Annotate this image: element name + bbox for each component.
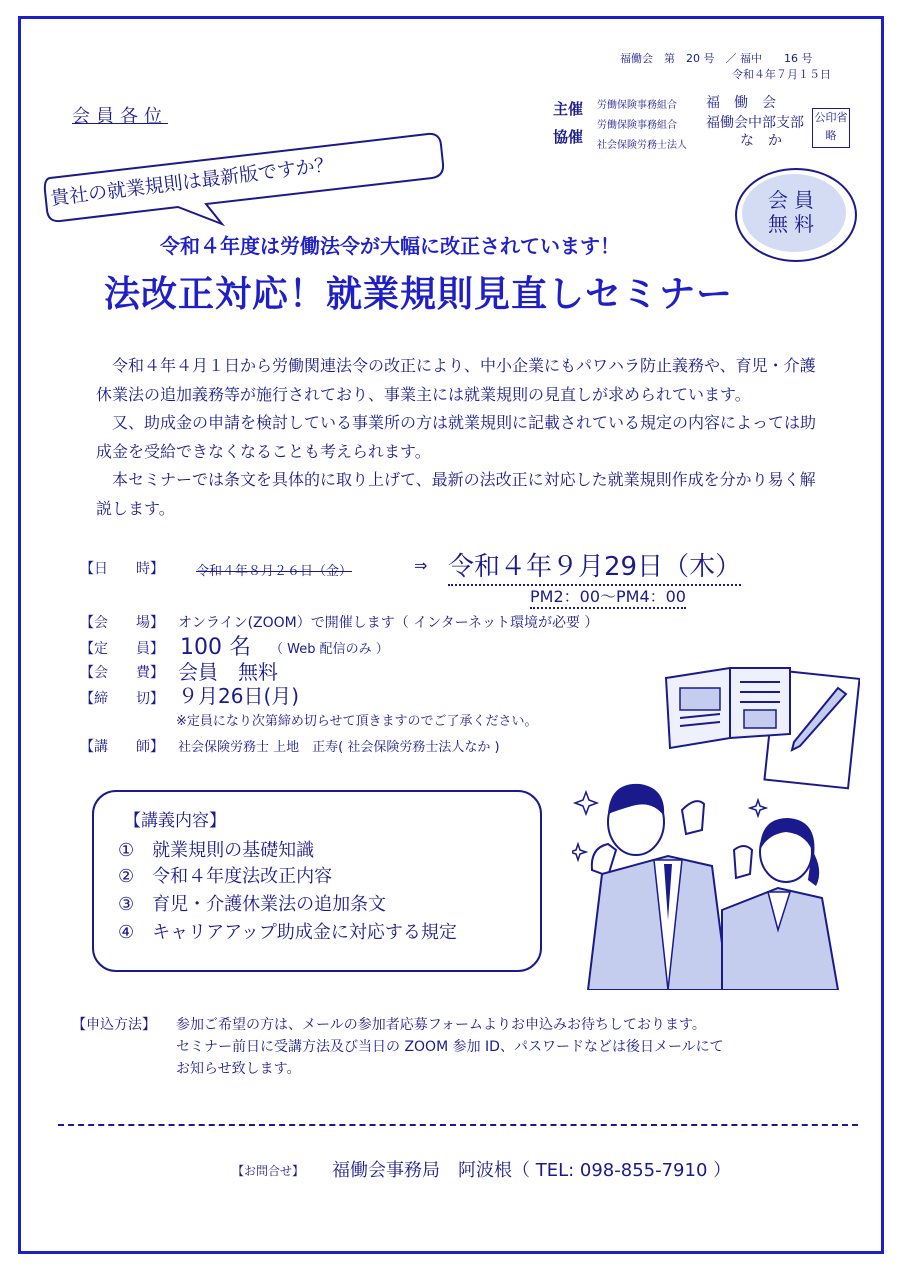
- document-number: 福働会 第 20 号 ／ 福中 16 号: [620, 52, 813, 65]
- lecturer-label: 【講 師】: [80, 739, 164, 755]
- dashed-divider: [58, 1124, 858, 1126]
- lecture-item-3: ③ 育児・介護休業法の追加条文: [118, 894, 387, 915]
- lecture-item-2: ② 令和４年度法改正内容: [118, 866, 333, 887]
- arrow-icon: ⇒: [414, 556, 428, 575]
- org-type-1: 労働保険事務組合: [597, 100, 677, 111]
- date-label: 【日 時】: [80, 561, 164, 577]
- apply-line-2: セミナー前日に受講方法及び当日の ZOOM 参加 ID、パスワードなどは後日メールにて: [176, 1039, 724, 1055]
- bubble-text: 貴社の就業規則は最新版ですか？: [49, 153, 335, 211]
- org-type-3: 社会保険労務士法人: [597, 140, 687, 151]
- capacity-label: 【定 員】: [80, 641, 164, 657]
- new-date: 令和４年９月29日（木）: [448, 546, 741, 586]
- body-paragraph-1: 令和４年４月１日から労働関連法令の改正により、中小企業にもパワハラ防止義務や、育児・介護休業法の追加義務等が施行されており、事業主には就業規則の見直しが求められています。: [96, 356, 816, 404]
- lecture-item-1: ① 就業規則の基礎知識: [118, 840, 315, 861]
- fee: 会員 無料: [178, 660, 278, 684]
- host-role: 主催: [553, 100, 584, 118]
- apply-label: 【申込方法】: [72, 1017, 156, 1033]
- businesspeople-illustration: [572, 770, 862, 990]
- org-name-3: な か: [740, 133, 782, 149]
- apply-line-1: 参加ご希望の方は、メールの参加者応募フォームよりお申込みお待ちしております。: [176, 1017, 706, 1033]
- seminar-time: PM2：00〜PM4：00: [530, 584, 686, 609]
- old-date: 令和４年８月２６日（金）: [196, 564, 353, 579]
- free-badge: [742, 174, 846, 252]
- deadline-label: 【締 切】: [80, 691, 164, 707]
- document-date: 令和４年７月１５日: [732, 68, 831, 81]
- deadline: ９月26日(月): [178, 684, 300, 708]
- badge-line-2: 無料: [768, 212, 820, 236]
- lecturer: 社会保険労務士 上地 正寿( 社会保険労務士法人なか ): [178, 740, 500, 755]
- contact-info: 福働会事務局 阿波根（ TEL: 098-855-7910 ）: [332, 1160, 732, 1181]
- cohost-role: 協催: [553, 128, 584, 146]
- org-name-2: 福働会中部支部: [706, 115, 804, 131]
- capacity-note: （ Web 配信のみ ）: [270, 642, 389, 657]
- org-name-1: 福 働 会: [706, 95, 776, 111]
- venue-label: 【会 場】: [80, 615, 164, 631]
- lecture-title: 【講義内容】: [124, 811, 226, 831]
- venue: オンライン(ZOOM）で開催します（ インターネット環境が必要 ）: [178, 615, 599, 631]
- body-paragraph-3: 本セミナーでは条文を具体的に取り上げて、最新の法改正に対応した就業規則作成を分かり易く解説します。: [96, 470, 816, 518]
- fee-label: 【会 費】: [80, 665, 164, 681]
- seal-omitted: 公印省略: [812, 108, 850, 148]
- body-text: [96, 352, 826, 523]
- lecture-item-4: ④ キャリアアップ助成金に対応する規定: [118, 922, 457, 943]
- org-type-2: 労働保険事務組合: [597, 120, 677, 131]
- contact-label: 【お問合せ】: [232, 1164, 305, 1178]
- subtitle: 令和４年度は労働法令が大幅に改正されています！: [160, 234, 620, 258]
- addressee: 会員各位: [72, 106, 168, 127]
- deadline-note: ※定員になり次第締め切らせて頂きますのでご了承ください。: [176, 714, 538, 729]
- page-title: 法改正対応！就業規則見直しセミナー: [104, 274, 734, 315]
- apply-line-3: お知らせ致します。: [176, 1061, 301, 1077]
- capacity: 100 名: [180, 635, 251, 660]
- badge-line-1: 会員: [768, 188, 820, 212]
- body-paragraph-2: 又、助成金の申請を検討している事業所の方は就業規則に記載されている規定の内容によっては助成金を受給できなくなることも考えられます。: [96, 413, 817, 461]
